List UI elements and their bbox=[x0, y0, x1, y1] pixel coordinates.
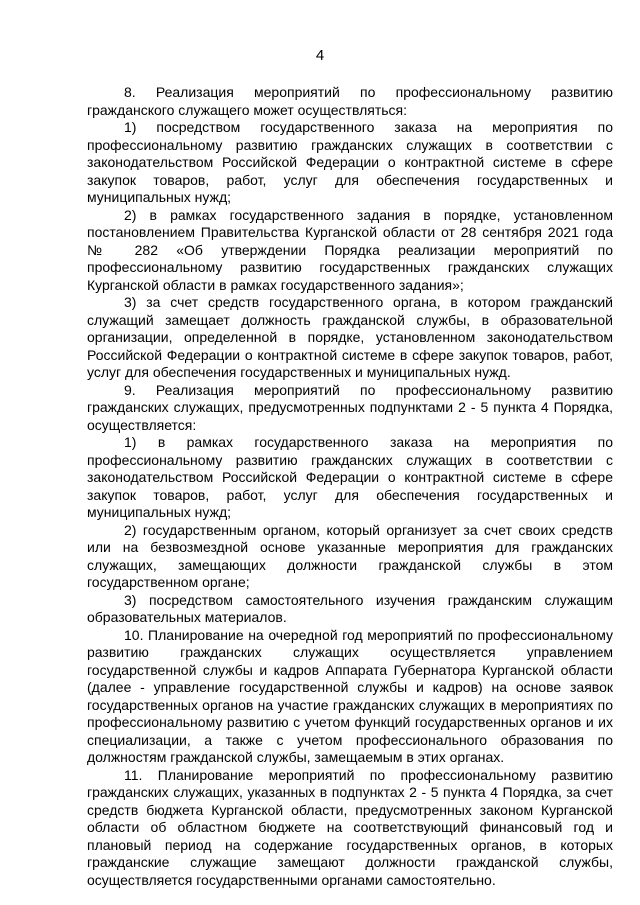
paragraph-8: 8. Реализация мероприятий по профессиональному развитию гражданского служащего может осуществляться: bbox=[87, 84, 613, 118]
paragraph-9: 9. Реализация мероприятий по профессиональному развитию гражданских служащих, предусмотренных подпунктами 2 - 5 пункта 4 Порядка, осуществляется: bbox=[87, 381, 613, 433]
paragraph-11: 11. Планирование мероприятий по профессиональному развитию гражданских служащих, указанных в подпунктах 2 - 5 пункта 4 Порядка, за счет средств бюджета Курганской области, предусмотренных законом Курганской области об областном бюджете на соответствующий финансовый год и плановый период на содержание государственных органов, в которых гражданские служащие замещают должности гражданской службы, осуществляется государственными органами самостоятельно. bbox=[87, 766, 613, 888]
paragraph-9-3: 3) посредством самостоятельного изучения гражданским служащим образовательных материалов. bbox=[87, 591, 613, 625]
paragraph-8-3: 3) за счет средств государственного органа, в котором гражданский служащий замещает должность гражданской службы, в образовательной организации, определенной в порядке, установленном законодательством Российской Федерации о контрактной системе в сфере закупок товаров, работ, услуг для обеспечения государственных и муниципальных нужд. bbox=[87, 294, 613, 380]
page-number: 4 bbox=[315, 47, 325, 64]
document-body bbox=[87, 84, 613, 889]
paragraph-8-2: 2) в рамках государственного задания в порядке, установленном постановлением Правительства Курганской области от 28 сентября 2021 года № 282 «Об утверждении Порядка реализации мероприятий по профессиональному развитию государственных гражданских служащих Курганской области в рамках государственного задания»; bbox=[87, 206, 613, 293]
paragraph-9-2: 2) государственным органом, который организует за счет своих средств или на безвозмездной основе указанные мероприятия для гражданских служащих, замещающих должности гражданской службы в этом государственном органе; bbox=[87, 521, 613, 590]
paragraph-10: 10. Планирование на очередной год мероприятий по профессиональному развитию гражданских служащих осуществляется управлением государственной службы и кадров Аппарата Губернатора Курганской области (далее - управление государственной службы и кадров) на основе заявок государственных органов на участие гражданских служащих в мероприятиях по профессиональному развитию с учетом функций государственных органов и их специализации, а также с учетом профессионального образования по должностям гражданской службы, замещаемым в этих органах. bbox=[87, 626, 613, 765]
paragraph-8-1: 1) посредством государственного заказа на мероприятия по профессиональному развитию гражданских служащих в соответствии с законодательством Российской Федерации о контрактной системе в сфере закупок товаров, работ, услуг для обеспечения государственных и муниципальных нужд; bbox=[87, 119, 613, 205]
paragraph-9-1: 1) в рамках государственного заказа на мероприятия по профессиональному развитию гражданских служащих в соответствии с законодательством Российской Федерации о контрактной системе в сфере закупок товаров, работ, услуг для обеспечения государственных и муниципальных нужд; bbox=[87, 434, 613, 520]
